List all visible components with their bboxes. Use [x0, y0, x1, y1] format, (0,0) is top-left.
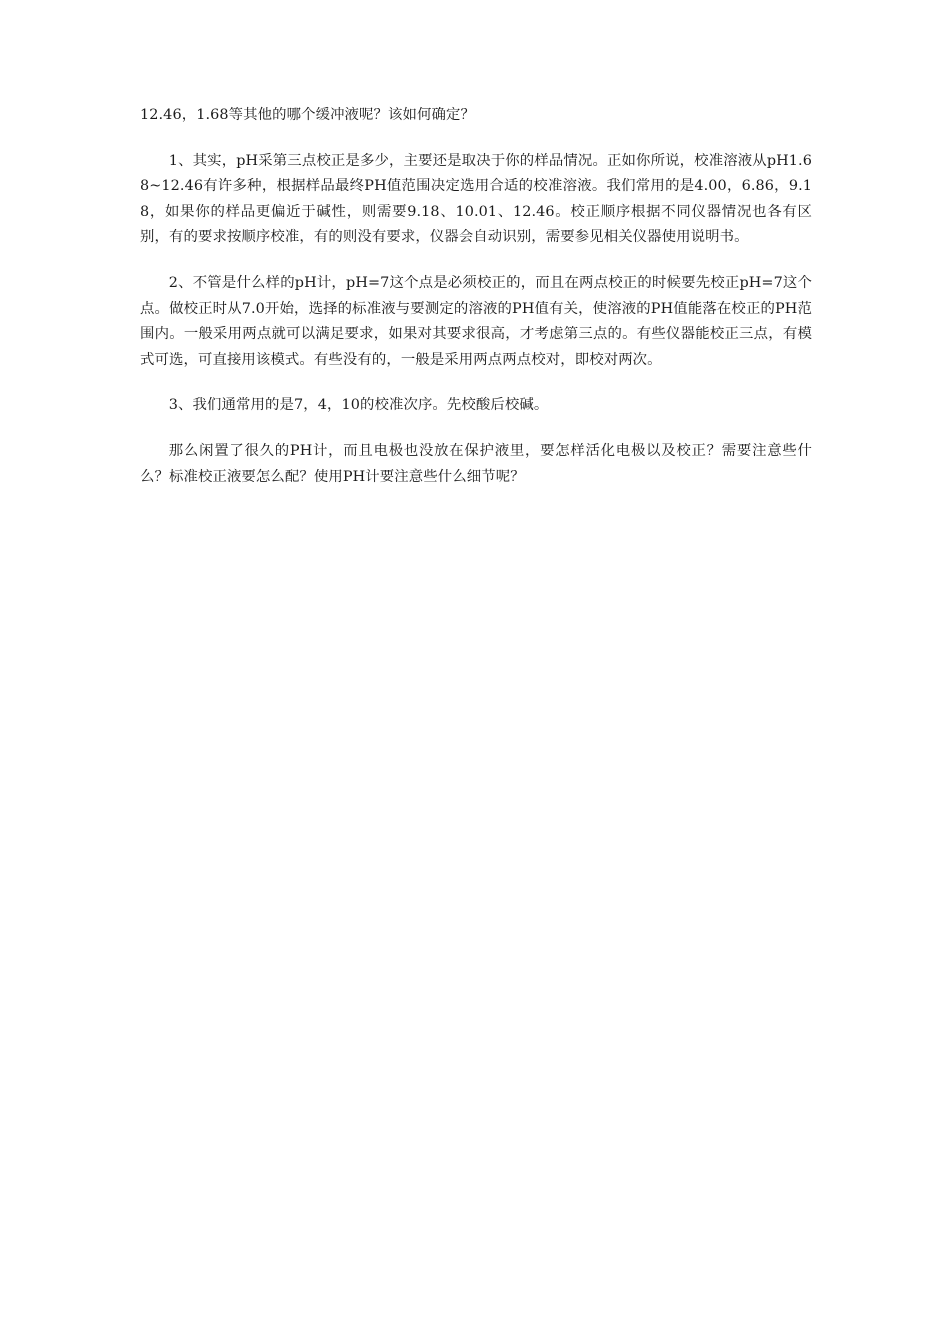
- paragraph-follow-up-question: 那么闲置了很久的PH计，而且电极也没放在保护液里，要怎样活化电极以及校正？需要注意些什么？标准校正液要怎么配？使用PH计要注意些什么细节呢？: [140, 442, 812, 485]
- paragraph-spacer: [140, 251, 812, 271]
- paragraph-spacer: [140, 373, 812, 393]
- paragraph-answer-1: 1、其实，pH采第三点校正是多少，主要还是取决于你的样品情况。正如你所说，校准溶液从pH1.68~12.46有许多种，根据样品最终PH值范围决定选用合适的校准溶液。我们常用的是4.00，6.86，9.18，如果你的样品更偏近于碱性，则需要9.18、10.01、12.46。校正顺序根据不同仪器情况也各有区别，有的要求按顺序校准，有的则没有要求，仪器会自动识别，需要参见相关仪器使用说明书。: [140, 152, 812, 246]
- paragraph-spacer: [140, 419, 812, 439]
- paragraph-answer-2: 2、不管是什么样的pH计，pH=7这个点是必须校正的，而且在两点校正的时候要先校正pH=7这个点。做校正时从7.0开始，选择的标准液与要测定的溶液的PH值有关，使溶液的PH值能落在校正的PH范围内。一般采用两点就可以满足要求，如果对其要求很高，才考虑第三点的。有些仪器能校正三点，有模式可选，可直接用该模式。有些没有的，一般是采用两点两点校对，即校对两次。: [140, 274, 812, 368]
- paragraph-intro-question: 12.46，1.68等其他的哪个缓冲液呢？该如何确定？: [140, 107, 475, 123]
- paragraph-spacer: [140, 129, 812, 149]
- document-body: [140, 103, 812, 490]
- paragraph-answer-3: 3、我们通常用的是7，4，10的校准次序。先校酸后校碱。: [168, 397, 549, 414]
